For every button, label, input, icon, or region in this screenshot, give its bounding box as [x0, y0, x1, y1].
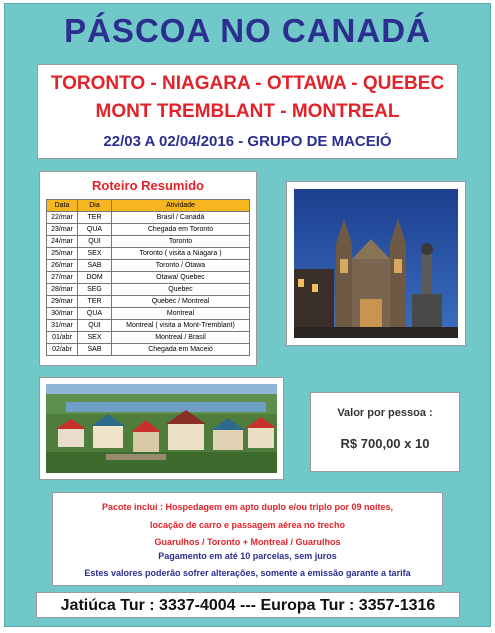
- price-box: [310, 392, 460, 472]
- header-dia: Dia: [78, 200, 112, 212]
- itinerary-activity: Quebec / Montreal: [112, 296, 250, 308]
- itinerary-weekday: QUI: [78, 236, 112, 248]
- itinerary-activity: Montreal: [112, 308, 250, 320]
- itinerary-activity: Chegada em Maceió: [112, 344, 250, 356]
- montreal-basilica-photo: [286, 181, 466, 346]
- itinerary-activity: Chegada em Toronto: [112, 224, 250, 236]
- price-disclaimer: Estes valores poderão sofrer alterações, somente a emissão garante a tarifa: [84, 568, 411, 578]
- basilica-image: [294, 189, 458, 338]
- itinerary-weekday: TER: [78, 212, 112, 224]
- header-data: Data: [47, 200, 78, 212]
- itinerary-activity: Toronto: [112, 236, 250, 248]
- itinerary-weekday: DOM: [78, 272, 112, 284]
- itinerary-date: 24/mar: [47, 236, 78, 248]
- itinerary-activity: Montreal ( visita a Mont-Tremblant): [112, 320, 250, 332]
- itinerary-weekday: QUA: [78, 308, 112, 320]
- itinerary-title: Roteiro Resumido: [92, 178, 204, 193]
- itinerary-row: [47, 212, 250, 224]
- itinerary-date: 22/mar: [47, 212, 78, 224]
- route-dates: 22/03 A 02/04/2016 - GRUPO DE MACEIÓ: [103, 133, 392, 150]
- itinerary-row: [47, 224, 250, 236]
- itinerary-date: 26/mar: [47, 260, 78, 272]
- itinerary-row: [47, 284, 250, 296]
- contact-footer: Jatiúca Tur : 3337-4004 --- Europa Tur : 3357-1316: [36, 592, 460, 618]
- itinerary-date: 28/mar: [47, 284, 78, 296]
- itinerary-row: [47, 332, 250, 344]
- itinerary-row: [47, 296, 250, 308]
- itinerary-activity: Quebec: [112, 284, 250, 296]
- page-title: PÁSCOA NO CANADÁ: [64, 12, 431, 49]
- itinerary-date: 25/mar: [47, 248, 78, 260]
- route-cities-line2: MONT TREMBLANT - MONTREAL: [95, 101, 400, 122]
- itinerary-weekday: TER: [78, 296, 112, 308]
- itinerary-date: 29/mar: [47, 296, 78, 308]
- itinerary-activity: Brasil / Canadá: [112, 212, 250, 224]
- package-info-box: [52, 492, 443, 586]
- itinerary-date: 02/abr: [47, 344, 78, 356]
- itinerary-row: [47, 248, 250, 260]
- itinerary-activity: Toronto ( visita a Niagara ): [112, 248, 250, 260]
- itinerary-weekday: SAB: [78, 344, 112, 356]
- itinerary-date: 30/mar: [47, 308, 78, 320]
- route-box: [37, 64, 458, 159]
- price-label: Valor por pessoa :: [337, 407, 433, 419]
- route-cities-line1: TORONTO - NIAGARA - OTTAWA - QUEBEC: [50, 73, 445, 94]
- package-includes-line1: Pacote inclui : Hospedagem em apto duplo e/ou triplo por 09 noites,: [101, 502, 394, 512]
- itinerary-row: [47, 236, 250, 248]
- itinerary-header-row: [47, 200, 250, 212]
- itinerary-table: [46, 199, 250, 356]
- tremblant-village-image: [46, 384, 277, 473]
- itinerary-weekday: SEX: [78, 332, 112, 344]
- package-route-line: Guarulhos / Toronto + Montreal / Guarulhos: [154, 537, 341, 547]
- itinerary-activity: Toronto / Otawa: [112, 260, 250, 272]
- itinerary-activity: Otawa/ Quebec: [112, 272, 250, 284]
- itinerary-weekday: SAB: [78, 260, 112, 272]
- itinerary-box: [39, 171, 257, 366]
- itinerary-row: [47, 272, 250, 284]
- itinerary-row: [47, 308, 250, 320]
- price-value: R$ 700,00 x 10: [340, 436, 430, 451]
- itinerary-date: 23/mar: [47, 224, 78, 236]
- itinerary-date: 27/mar: [47, 272, 78, 284]
- itinerary-date: 01/abr: [47, 332, 78, 344]
- itinerary-activity: Montreal / Brasil: [112, 332, 250, 344]
- itinerary-row: [47, 260, 250, 272]
- itinerary-weekday: SEG: [78, 284, 112, 296]
- mont-tremblant-photo: [39, 377, 284, 480]
- itinerary-date: 31/mar: [47, 320, 78, 332]
- itinerary-weekday: QUA: [78, 224, 112, 236]
- header-atividade: Atividade: [112, 200, 250, 212]
- package-includes-line2: locação de carro e passagem aérea no trecho: [149, 520, 346, 530]
- itinerary-row: [47, 320, 250, 332]
- itinerary-weekday: SEX: [78, 248, 112, 260]
- payment-terms: Pagamento em até 10 parcelas, sem juros: [158, 551, 337, 561]
- itinerary-weekday: QUI: [78, 320, 112, 332]
- itinerary-body: [47, 212, 250, 356]
- itinerary-row: [47, 344, 250, 356]
